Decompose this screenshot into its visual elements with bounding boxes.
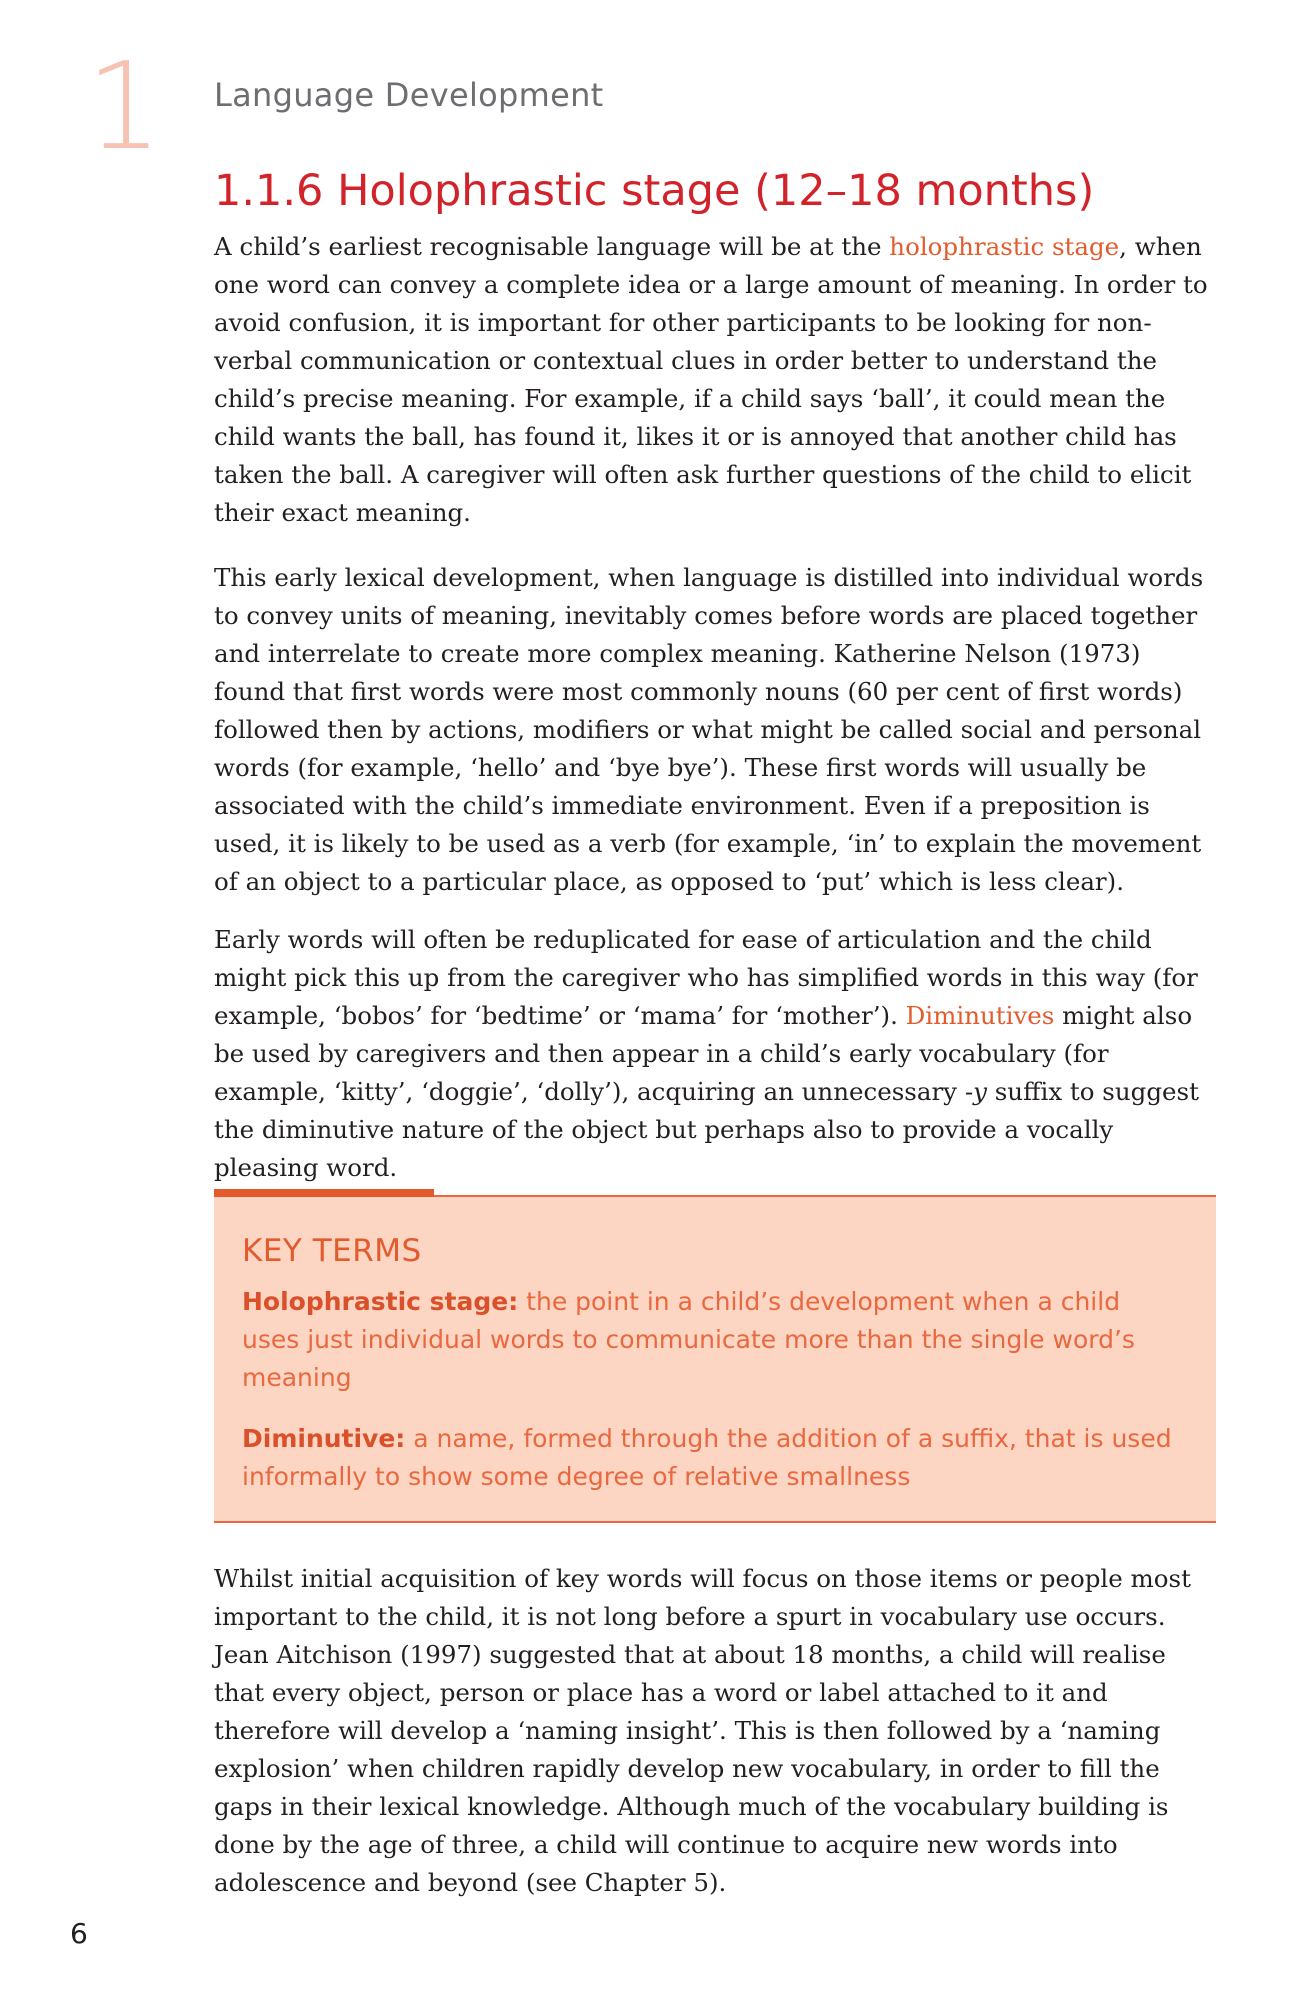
paragraph-1-text-b: , when one word can convey a complete idea or a large amount of meaning. In order to avoid confusion, it is important for other participants to be looking for non-verbal communication or contextual clues in order better to understand the child’s precise meaning. For example, if a child says ‘ball’, it could mean the child wants the ball, has found it, likes it or is annoyed that another child has taken the ball. A caregiver will often ask further questions of the child to elicit their exact meaning. <box>214 232 1208 527</box>
key-term-label: Holophrastic stage: <box>242 1287 519 1316</box>
key-term-definition: a name, formed through the addition of a suffix, that is used informally to show some degree of relative smallness <box>242 1424 1172 1491</box>
diminutives-term-link[interactable]: Diminutives <box>905 1001 1055 1030</box>
key-term-definition: the point in a child’s development when a child uses just individual words to communicate more than the single word’s meaning <box>242 1287 1135 1392</box>
paragraph-3 <box>214 921 1216 1187</box>
paragraph-3-text-c: suffix to suggest the diminutive nature of the object but perhaps also to provide a vocally pleasing word. <box>214 1077 1199 1182</box>
paragraph-2: This early lexical development, when language is distilled into individual words to convey units of meaning, inevitably comes before words are placed together and interrelate to create more complex meaning. Katherine Nelson (1973) found that first words were most commonly nouns (60 per cent of first words) followed then by actions, modifiers or what might be called social and personal words (for example, ‘hello’ and ‘bye bye’). These first words will usually be associated with the child’s immediate environment. Even if a preposition is used, it is likely to be used as a verb (for example, ‘in’ to explain the movement of an object to a particular place, as opposed to ‘put’ which is less clear). <box>214 563 1204 896</box>
page-number: 6 <box>70 1917 88 1950</box>
paragraph-3-text-b: might also be used by caregivers and then appear in a child’s early vocabulary (for example, ‘kitty’, ‘doggie’, ‘dolly’), acquiring an unnecessary <box>214 1001 1193 1106</box>
suffix-y: -y <box>964 1077 987 1106</box>
paragraph-4: Whilst initial acquisition of key words will focus on those items or people most important to the child, it is not long before a spurt in vocabulary use occurs. Jean Aitchison (1997) suggested that at about 18 months, a child will realise that every object, person or place has a word or label attached to it and therefore will develop a ‘naming insight’. This is then followed by a ‘naming explosion’ when children rapidly develop new vocabulary, in order to fill the gaps in their lexical knowledge. Although much of the vocabulary building is done by the age of three, a child will continue to acquire new words into adolescence and beyond (see Chapter 5). <box>214 1564 1191 1897</box>
paragraph-1 <box>214 228 1216 532</box>
key-term-diminutive <box>242 1420 1182 1496</box>
paragraph-3-text-a: Early words will often be reduplicated for ease of articulation and the child might pick this up from the caregiver who has simplified words in this way (for example, ‘bobos’ for ‘bedtime’ or ‘mama’ for ‘mother’). <box>214 925 1198 1030</box>
paragraph-1-text-a: A child’s earliest recognisable language will be at the <box>214 232 890 261</box>
key-term-label: Diminutive: <box>242 1424 406 1453</box>
chapter-number: 1 <box>86 38 163 177</box>
key-terms-box <box>214 1195 1216 1523</box>
key-terms-heading: KEY TERMS <box>242 1233 422 1269</box>
holophrastic-stage-term-link[interactable]: holophrastic stage <box>889 232 1120 261</box>
key-terms-accent-bar <box>214 1189 434 1197</box>
section-heading: 1.1.6 Holophrastic stage (12–18 months) <box>214 166 1095 216</box>
chapter-title: Language Development <box>214 76 604 114</box>
key-term-holophrastic <box>242 1283 1182 1397</box>
